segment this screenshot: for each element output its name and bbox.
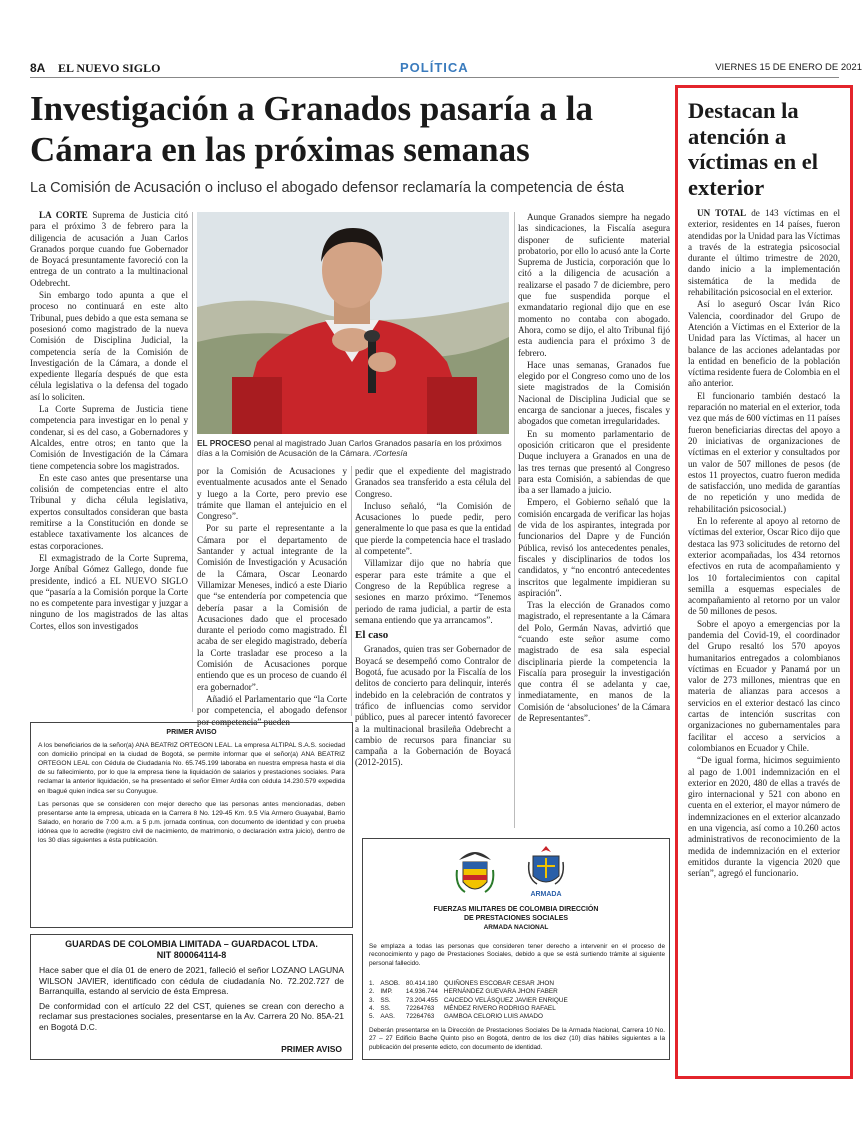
table-cell-grade: ASOB. <box>380 980 400 987</box>
paragraph-text: Empero, el Gobierno señaló que la comisión encargada de verificar las hojas de vida de los aspirantes, integrada por funcionarios del Dapre y de Función Pública, revisó los antecedentes penales, fiscales y disciplinarios de todos los candidatos, y “no encontró antecedentes inscritos que legalmente impidieran su aspiración”. <box>518 497 670 598</box>
table-cell-grade: AAS. <box>380 1013 395 1021</box>
table-cell-name: HERNÁNDEZ GUEVARA JHON FABER <box>443 988 558 996</box>
newspaper-name: EL NUEVO SIGLO <box>58 61 161 75</box>
notice-organization <box>363 905 669 932</box>
paragraph-text: Hace unas semanas, Granados fue elegido por el Congreso como uno de los siete magistrados de la Comisión Nacional de Disciplina Judicial que se encarga de sancionar a jueces, fiscales y abogados que cometan irregularidades. <box>518 359 670 427</box>
paragraph <box>30 210 188 289</box>
deceased-personnel-table <box>369 980 574 1021</box>
lead-in: UN TOTAL <box>697 208 747 218</box>
org-line: ARMADA NACIONAL <box>483 924 549 931</box>
paragraph-text: El exmagistrado de la Corte Suprema, Jorge Aníbal Gómez Gallego, donde fue presidente, indicó a EL NUEVO SIGLO que “pasaría a la Comisión porque la Corte no es competente para investigar y juzgar a ninguno de los magistrados de las altas Cortes, ellos son investigados <box>30 552 188 631</box>
table-cell-id: 72264763 <box>405 1013 435 1021</box>
paragraph-text: Añadió el Parlamentario que “la Corte por competencia, el abogado defensor por competencia” pueden <box>197 693 347 727</box>
sidebar-story <box>675 85 853 1079</box>
issue-date: VIERNES 15 DE ENERO DE 2021 <box>715 62 862 73</box>
paragraph <box>355 466 511 500</box>
sidebar-body <box>688 208 840 880</box>
paragraph-text: por la Comisión de Acusaciones y eventualmente acusados ante el Senado y luego a la Corte, pero previo ese trámite que llaman el antejuicio en el Congreso”. <box>197 466 347 522</box>
org-line: FUERZAS MILITARES DE COLOMBIA DIRECCIÓN <box>433 906 599 913</box>
table-cell-grade: SS. <box>380 1004 391 1012</box>
paragraph-text: Sobre el apoyo a emergencias por la pandemia del Covid-19, el coordinador del Grupo resaltó los 570 apoyos humanitarios entregados a colombianos víctimas en Ecuador y Panamá por un valor de 273 millones, mientras que en materia de alianzas para accesos a servicios en el exterior destacó las cinco cartas de intención suscritas con organizaciones no gubernamentales para facilitar el acceso a servicios a colombianos en Ecuador y Chile. <box>688 618 840 753</box>
notice-signature: PRIMER AVISO <box>281 1044 342 1055</box>
paragraph-text: En lo referente al apoyo al retorno de víctimas del exterior, Oscar Rico dijo que destaca las 973 solicitudes de retorno del exterior acompañadas, los 434 retornos efectivos en ruta de acompañamiento y los 10 fortalecimientos con capital semilla a esquemas especiales de acompañamiento al retorno por un valor de 50 millones de pesos. <box>688 516 840 617</box>
table-cell-grade: IMP. <box>380 988 393 996</box>
photo-illustration <box>197 212 509 434</box>
notice-paragraph: Las personas que se consideren con mejor derecho que las personas antes mencionadas, deben presentarse ante la empresa, ubicada en la Carrera 8 No. 129-45 Km. 9.5 Vía Armero Guayabal, Barrio Salado, en horario de 7:00 a.m. a 5 p.m. jornada continua, con documento de identidad y con prueba idónea que lo acredite (registro civil de nacimiento, de matrimonio, o declaración extra juicio), dentro de los 30 días siguientes a ésta publicación. <box>38 800 345 845</box>
paragraph <box>30 290 188 403</box>
table-cell-n: 3. <box>369 996 375 1004</box>
legal-notice-altipal <box>30 722 353 928</box>
paragraph <box>518 360 670 428</box>
table-row <box>369 1005 574 1013</box>
table-cell-n: 1. <box>369 980 375 987</box>
article-column-3 <box>355 466 511 770</box>
paragraph <box>518 497 670 599</box>
paragraph <box>688 619 840 755</box>
notice-intro: Se emplaza a todas las personas que consideren tener derecho a intervenir en el proceso de reconocimiento y pago de Prestaciones Sociales, debido a que se está surtiendo trámite al siguiente personal fallecido. <box>369 943 665 967</box>
paragraph <box>688 755 840 879</box>
table-cell-id: 14.936.744 <box>405 988 438 996</box>
table-row <box>369 988 574 996</box>
table-cell-grade: SS. <box>380 996 391 1004</box>
table-cell-id: 72264763 <box>405 1004 435 1012</box>
legal-notice-armada <box>362 838 670 1060</box>
article-column-2 <box>197 466 347 729</box>
column-rule <box>514 212 515 828</box>
notice-title: PRIMER AVISO <box>166 729 217 736</box>
notice-title: GUARDAS DE COLOMBIA LIMITADA – GUARDACOL LTDA. <box>65 939 318 949</box>
table-cell-id: 73.204.455 <box>405 996 438 1004</box>
notice-closing: Deberán presentarse en la Dirección de Prestaciones Sociales De la Armada Nacional, Carrera 10 No. 27 – 27 Edificio Bache Quinto piso en Bogotá, dentro de los diez (10) días hábiles siguientes a la publicación del presente edicto, con documento de identidad. <box>369 1027 665 1051</box>
page-header <box>30 58 862 78</box>
table-cell-name: GAMBOA CELORIO LUIS AMADO <box>443 1013 543 1021</box>
paragraph-text: Villamizar dijo que no habría que esperar para este trámite a que el Congreso de la República regrese a sesiones en marzo próximo. “Tenemos periodo de rama judicial, a partir de esta semana entiendo que ya arrancamos”. <box>355 558 511 625</box>
paragraph-text: En su momento parlamentario de oposición criticaron que el presidente Duque incluyera a Granados en una de las tres ternas que presentó al Congreso para esta Comisión, a sabiendas de que iba a ser llamado a juicio. <box>518 428 670 496</box>
paragraph-text: Así lo aseguró Oscar Iván Rico Valencia, coordinador del Grupo de Atención a Víctimas en el Exterior de la Unidad para las Víctimas, al hacer un balance de las acciones adelantadas por la entidad en beneficio de la población víctima residente fuera de Colombia en el año anterior. <box>688 299 841 389</box>
paragraph-text: Por su parte el representante a la Cámara por el departamento de Santander y actual integrante de la Comisión de Investigación y Acusación de la Cámara, Oscar Leonardo Villamizar Meneses, indicó a este Diario que “se entendería por competencia que debería pasar a la Comisión de Acusaciones dado que el procesado durante el periodo como magistrado. Él acaba de ser elegido magistrado, debería la Corte trasladar ese proceso a la Comisión de Acusaciones porque entiendo que es un proceso de cuando él era gobernador”. <box>197 523 347 692</box>
paragraph-text: La Corte Suprema de Justicia tiene competencia para investigar en lo penal y condenar, si es del caso, a Gobernadores y Alcaldes, entre otros; en tanto que la Comisión de Investigación de la Cámara tiene competencia sobre los magistrados. <box>30 404 188 471</box>
notice-paragraph: De conformidad con el artículo 22 del CST, quienes se crean con derecho a reclamar sus prestaciones sociales, presentarse en la Av. Carrera 20 No. 85A-21 en Bogotá D.C. <box>39 1000 344 1032</box>
paragraph-text: En este caso antes que presentarse una colisión de competencias entre el alto Tribunal y dicha célula legislativa, expertos consultados consideran que basta remitirse a la Constitución en donde se establece taxativamente los alcances de estas corporaciones. <box>30 472 188 551</box>
column-rule <box>192 212 193 712</box>
section-name: POLÍTICA <box>400 60 469 75</box>
table-cell-name: QUIÑONES ESCOBAR CESAR JHON <box>443 980 554 987</box>
sidebar-title: Destacan la atención a víctimas en el exterior <box>688 98 818 200</box>
article-photo <box>197 212 509 434</box>
table-cell-name: CAICEDO VELÁSQUEZ JAVIER ENRIQUE <box>443 996 568 1004</box>
paragraph <box>197 466 347 522</box>
table-cell-name: MÉNDEZ RIVERO RODRIGO RAFAEL <box>443 1004 556 1012</box>
section-subheading: El caso <box>355 629 389 642</box>
caption-lead: EL PROCESO <box>197 438 252 448</box>
notice-paragraph: A los beneficiarios de la señor(a) ANA BEATRIZ ORTEGON LEAL. La empresa ALTIPAL S.A.S. sociedad con domicilio principal en la ciudad de Bogotá, se permite informar que el señor(a) ANA BEATRIZ ORTEGON LEAL con Cédula de Ciudadanía No. 65.745.199 laboraba en nuestra empresa hasta el día de su fallecimiento, por lo que la empresa tiene la liquidación de salarios y prestaciones sociales. Para reclamar la anterior liquidación, se ha presentado el señor Elmer Ardila con cédula 14.230.579 expedida en Ibagué quien indica ser su Conyugue. <box>38 742 345 795</box>
paragraph-text: “De igual forma, hicimos seguimiento al pago de 1.001 indemnización en el exterior en 2020, 480 de ellas a través de giro internacional y 521 con abono en cuenta en el exterior, el mayor número de indemnizaciones en el exterior alcanzado en una vigencia, así como a 10.260 actos administrativos de reconocimiento de la medida de indemnización en el exterior emitidos durante la vigencia 2020 que serían”, agregó el funcionario. <box>688 755 840 879</box>
paragraph <box>197 523 347 692</box>
paragraph-text: Sin embargo todo apunta a que el proceso no continuará en este alto Tribunal, pues debido a que esta semana se posesionó como magistrado de la nueva Comisión de Disciplina Judicial, la competencia sería de la Comisión de Investigación de la Cámara, a donde el expediente llegaría después de que esta célula legislativa o la defensa del togado así lo soliciten. <box>30 290 188 402</box>
paragraph <box>688 516 840 618</box>
notice-paragraph: Hace saber que el día 01 de enero de 2021, falleció el señor LOZANO LAGUNA WILSON JAVIER, identificado con cédula de ciudadanía No. 72.202.727 de Barranquilla, estando al servicio de ésta Empresa. <box>39 965 344 997</box>
table-cell-n: 2. <box>369 988 375 996</box>
paragraph <box>688 299 840 389</box>
lead-in: LA CORTE <box>39 210 88 220</box>
paragraph <box>518 600 670 724</box>
legal-notice-guardacol <box>30 934 353 1060</box>
paragraph-text: pedir que el expediente del magistrado Granados sea transferido a esta célula del Congreso. <box>355 466 511 499</box>
paragraph <box>30 553 188 632</box>
paragraph <box>30 404 188 472</box>
paragraph-text: Suprema de Justicia citó para el próximo 3 de febrero para la diligencia de acusación a Juan Carlos Granados porque cuando fue Gobernador de Boyacá presuntamente favoreció con la entrega de un contrato a la multinacional Odebrecht. <box>30 210 188 288</box>
table-row <box>369 997 574 1005</box>
subheadline: La Comisión de Acusación o incluso el abogado defensor reclamaría la competencia de ésta <box>30 180 625 196</box>
notice-nit: NIT 800064114-8 <box>156 950 227 960</box>
paragraph <box>355 558 511 626</box>
paragraph <box>688 208 840 298</box>
paragraph-text: El funcionario también destacó la reparación no material en el exterior, toda vez que más de 600 víctimas en 11 países fueron beneficiarias directas del apoyo a 20 iniciativas de organizaciones de víctimas en el exterior y consultados por un valor de 507 millones de pesos (de estos 11 proyectos, cuatro fueron medida de satisfacción, uno medida de garantías de no repetición y uno medida de rehabilitación psicosocial.) <box>688 390 840 514</box>
table-cell-n: 4. <box>369 1004 375 1012</box>
table-row <box>369 1013 574 1021</box>
article-column-1 <box>30 210 188 633</box>
paragraph-text: Incluso señaló, “la Comisión de Acusaciones lo puede pedir, pero generalmente lo que pasa es que la entidad que pierde la competencia hace el traslado al competente”. <box>355 500 511 557</box>
paragraph <box>30 473 188 552</box>
column-rule <box>351 466 352 716</box>
colombia-coat-of-arms-icon <box>455 842 495 900</box>
paragraph <box>518 429 670 497</box>
paragraph <box>355 644 511 768</box>
headline: Investigación a Granados pasaría a la Cámara en las próximas semanas <box>30 89 593 169</box>
caption-text: penal al magistrado Juan Carlos Granados pasaría en los próximos días a la Comisión de Acusación de la Cámara. <box>197 438 502 458</box>
armada-label: ARMADA <box>530 891 562 898</box>
paragraph-text: Granados, quien tras ser Gobernador de Boyacá se desempeñó como Contralor de Bogotá, fue acusado por la Fiscalía de los delitos de concierto para delinquir, interés indebido en la celebración de contratos y tráfico de influencias como servidor público, pues al parecer intentó favorecer a la multinacional brasileña Odebrecht a cambio de recursos para financiar su campaña a la Gobernación de Boyacá (2012-2015). <box>355 644 511 768</box>
org-line: DE PRESTACIONES SOCIALES <box>463 915 569 922</box>
table-cell-id: 80.414.180 <box>405 980 438 987</box>
paragraph-text: Aunque Granados siempre ha negado las sindicaciones, la Fiscalía asegura disponer de suficiente material probatorio, por ello lo acusó ante la Corte Suprema de Justicia, corporación que lo citó a la diligencia de acusación a realizarse el pasado 7 de diciembre, pero que fue suspendida porque el exmandatario regional dijo que en ese momento no contaba con abogado. Ahora, como se dijo, el alto Tribunal fijó esta audiencia para el próximo 3 de febrero. <box>518 212 670 358</box>
table-cell-n: 5. <box>369 1013 375 1021</box>
paragraph-text: de 143 víctimas en el exterior, residentes en 14 países, fueron atendidas por la Unidad para las Víctimas a través de la estrategia psicosocial durante el último trimestre de 2020, dando inicio a la implementación sistemática de la medida de rehabilitación psicosocial en el exterior. <box>688 208 840 298</box>
paragraph <box>688 391 840 515</box>
article-column-4 <box>518 212 670 725</box>
paragraph <box>355 501 511 557</box>
paragraph <box>518 212 670 359</box>
caption-credit: /Cortesía <box>373 448 408 458</box>
page-number: 8A <box>30 61 46 75</box>
paragraph-text: Tras la elección de Granados como magistrado, el representante a la Cámara del Polo, Germán Navas, advirtió que “cuando este señor asume como magistrado de esa sala especial disciplinaria pierde la competencia la Fiscalía para proseguir la investigación que contra él se adelanta y cae, inmediatamente, en manos de la Comisión de ‘absoluciones’ de la Cámara de Representantes”. <box>518 600 670 724</box>
photo-caption <box>197 438 509 458</box>
armada-emblem-icon <box>523 842 569 900</box>
